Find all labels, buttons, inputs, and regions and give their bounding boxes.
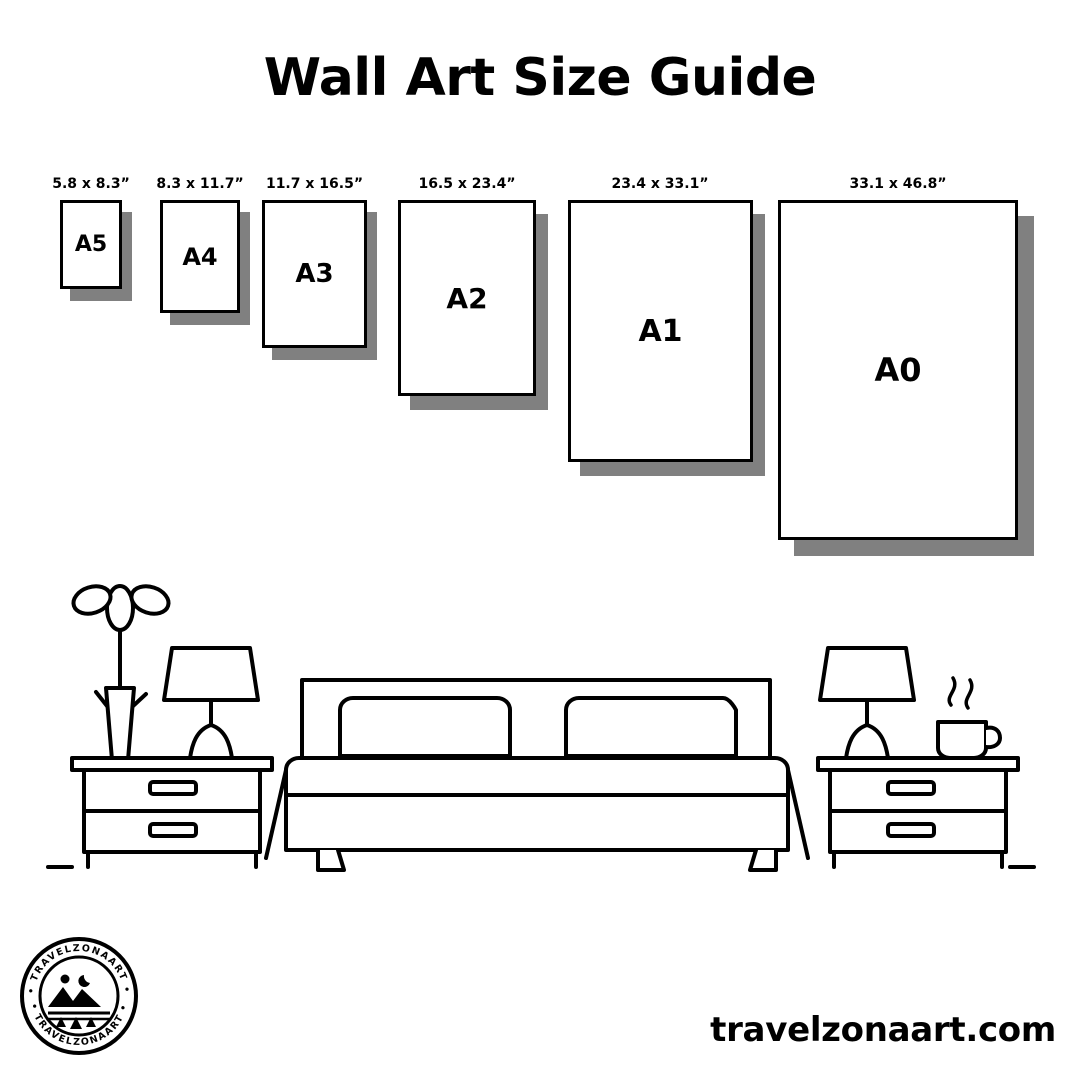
frame-box-a0 (778, 200, 1018, 540)
frame-box-a2 (398, 200, 536, 396)
frame-name-a3: A3 (295, 259, 334, 289)
brand-logo (18, 935, 140, 1057)
frame-group-a2 (398, 170, 536, 430)
frame-group-a5 (52, 170, 130, 310)
frame-box-a5 (60, 200, 122, 289)
frame-dimensions-a1: 23.4 x 33.1” (611, 176, 709, 192)
left-nightstand (72, 758, 272, 867)
potted-plant (70, 582, 172, 760)
frame-box-a4 (160, 200, 240, 313)
frame-group-a3 (262, 170, 367, 380)
website-url: travelzonaart.com (710, 1010, 1056, 1050)
coffee-cup (938, 678, 1000, 758)
bed (266, 680, 808, 870)
frame-name-a4: A4 (182, 242, 218, 271)
frame-size-row (0, 170, 1080, 590)
frame-group-a0 (778, 170, 1018, 580)
frame-dimensions-a5: 5.8 x 8.3” (52, 176, 130, 192)
right-nightstand (818, 758, 1018, 867)
frame-dimensions-a4: 8.3 x 11.7” (156, 176, 244, 192)
svg-text:• TRAVELZONAART •: • TRAVELZONAART • (25, 942, 133, 995)
left-table-lamp (164, 648, 258, 758)
frame-name-a5: A5 (74, 232, 108, 257)
frame-dimensions-a3: 11.7 x 16.5” (265, 176, 364, 192)
frame-group-a4 (156, 170, 244, 340)
frame-name-a0: A0 (874, 351, 922, 389)
bedroom-illustration (0, 570, 1080, 910)
travelzonaart-logo-icon (18, 935, 140, 1057)
frame-name-a1: A1 (638, 313, 683, 349)
bedroom-scene (0, 570, 1080, 910)
frame-name-a2: A2 (446, 281, 488, 315)
frame-box-a3 (262, 200, 367, 348)
right-table-lamp (820, 648, 914, 758)
svg-text:• TRAVELZONAART •: • TRAVELZONAART • (27, 1002, 131, 1049)
frame-group-a1 (568, 170, 753, 500)
frame-dimensions-a0: 33.1 x 46.8” (849, 176, 947, 192)
page-title: Wall Art Size Guide (263, 48, 817, 108)
frame-box-a1 (568, 200, 753, 462)
frame-dimensions-a2: 16.5 x 23.4” (418, 176, 516, 192)
